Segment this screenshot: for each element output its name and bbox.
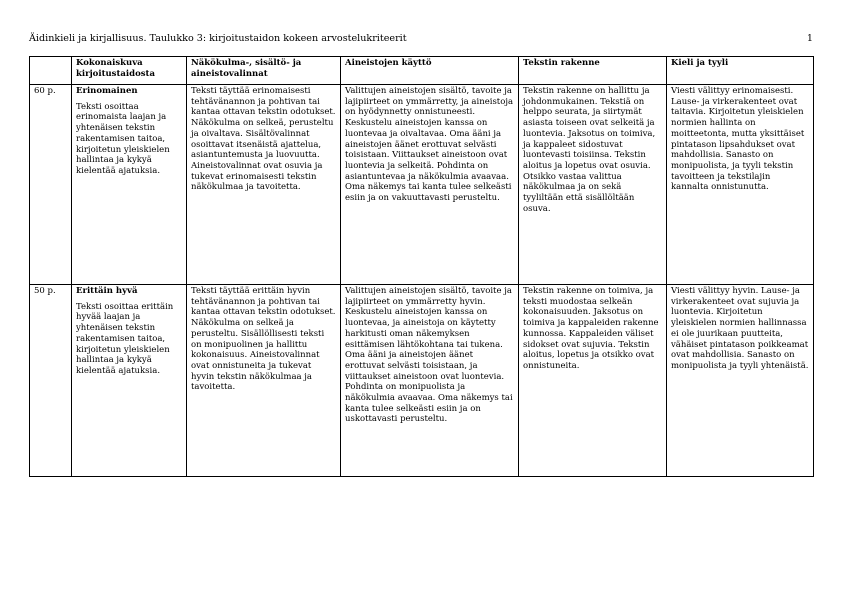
column-header-language: Kieli ja tyyli: [667, 57, 814, 85]
perspective-text: Teksti täyttää erinomaisesti tehtävänannon ja pohtivan tai kantaa ottavan tekstin odotukset. Näkökulma on selkeä, perusteltu ja oivaltava. Sisältövalinnat osoittavat itsenäistä ajattelua, asiantuntemusta ja luovuutta. Aineistovalinnat ovat osuvia ja tukevat erinomaisesti tekstin näkökulmaa ja tavoitetta.: [191, 86, 336, 193]
materials-text: Valittujen aineistojen sisältö, tavoite ja lajipiirteet on ymmärretty hyvin. Keskustelu aineistojen kanssa on luontevaa, ja aineistoja on käytetty harkitusti oman näkemyksen esittämisen lähtökohtana tai tukena. Oma ääni ja aineistojen äänet erottuvat selvästi toisistaan, ja viittaukset aineistoon ovat luontevia. Pohdinta on monipuolista ja näkökulmia avaavaa. Oma näkemys tai kanta tulee selkeästi esiin ja on uskottavasti perusteltu.: [345, 286, 513, 425]
structure-cell: [519, 285, 667, 477]
column-header-materials: Aineistojen käyttö: [341, 57, 519, 85]
structure-cell: [519, 85, 667, 285]
table-row: [30, 285, 814, 477]
level-name: Erittäin hyvä: [76, 286, 138, 296]
overall-description: Teksti osoittaa erinomaista laajan ja yhtenäisen tekstin rakentamisen taitoa, kirjoitetun yleiskielen hallintaa ja kykyä kielentää ajatuksia.: [76, 101, 170, 176]
overall-cell: [72, 85, 187, 285]
materials-text: Valittujen aineistojen sisältö, tavoite ja lajipiirteet on ymmärretty, ja aineistoja on hyödynnetty onnistuneesti. Keskustelu aineistojen kanssa on luontevaa ja oivaltavaa. Oma ääni ja aineistojen äänet erottuvat selvästi toisistaan. Viittaukset aineistoon ovat luontevia ja selkeitä. Pohdinta on asiantuntevaa ja näkökulmia avaavaa. Oma näkemys tai kanta tulee selkeästi esiin ja on vakuuttavasti perusteltu.: [345, 86, 514, 204]
perspective-cell: [187, 285, 341, 477]
points-cell: 60 p.: [30, 85, 72, 285]
points-cell: 50 p.: [30, 285, 72, 477]
language-cell: [667, 285, 814, 477]
page-header: [29, 33, 813, 47]
column-header-points: [30, 57, 72, 85]
column-header-perspective: Näkökulma-, sisältö- ja aineistovalinnat: [187, 57, 341, 85]
overall-description: Teksti osoittaa erittäin hyvää laajan ja yhtenäisen tekstin rakentamisen taitoa, kirjoitetun yleiskielen hallintaa ja kykyä kielentää ajatuksia.: [76, 301, 174, 376]
materials-cell: [341, 85, 519, 285]
table-header-row: [30, 57, 814, 85]
structure-text: Tekstin rakenne on toimiva, ja teksti muodostaa selkeän kokonaisuuden. Jaksotus on toimiva ja kappaleiden rakenne kunnossa. Kappaleiden väliset sidokset ovat sujuvia. Tekstin aloitus, lopetus ja otsikko ovat onnistuneita.: [523, 286, 659, 371]
structure-text: Tekstin rakenne on hallittu ja johdonmukainen. Tekstiä on helppo seurata, ja siirtymät asiasta toiseen ovat selkeitä ja luontevia. Jaksotus on toimiva, ja kappaleet sidostuvat luontevasti toisiinsa. Tekstin aloitus ja lopetus ovat osuvia. Otsikko vastaa valittua näkökulmaa ja on sekä tyyliltään että sisällöltään osuva.: [523, 86, 656, 214]
column-header-structure: Tekstin rakenne: [519, 57, 667, 85]
criteria-table: [29, 56, 814, 477]
language-cell: [667, 85, 814, 285]
materials-cell: [341, 285, 519, 477]
perspective-cell: [187, 85, 341, 285]
overall-cell: [72, 285, 187, 477]
perspective-text: Teksti täyttää erittäin hyvin tehtävänannon ja pohtivan tai kantaa ottavan tekstin odotukset. Näkökulma on selkeä ja perusteltu. Sisällöllisesti teksti on monipuolinen ja hallittu kokonaisuus. Aineistovalinnat ovat onnistuneita ja tukevat hyvin tekstin näkökulmaa ja tavoitetta.: [191, 286, 336, 393]
language-text: Viesti välittyy hyvin. Lause- ja virkerakenteet ovat sujuvia ja luontevia. Kirjoitetun yleiskielen normien hallinnassa ei ole juurikaan puutteita, vähäiset pintatason poikkeamat ovat mahdollisia. Sanasto on monipuolista ja tyyli yhtenäistä.: [671, 286, 809, 371]
document-title: Äidinkieli ja kirjallisuus. Taulukko 3: kirjoitustaidon kokeen arvostelukriteerit: [29, 33, 407, 44]
level-name: Erinomainen: [76, 86, 138, 96]
table-row: [30, 85, 814, 285]
language-text: Viesti välittyy erinomaisesti. Lause- ja virkerakenteet ovat taitavia. Kirjoitetun yleiskielen normien hallinta on moitteetonta, mutta yksittäiset pintatason lipsahdukset ovat mahdollisia. Sanasto on monipuolista, ja tyyli tekstin tavoitteen ja tekstilajin kannalta onnistunutta.: [671, 86, 805, 193]
column-header-overall: Kokonaiskuva kirjoitustaidosta: [72, 57, 187, 85]
page-number: 1: [806, 33, 813, 44]
